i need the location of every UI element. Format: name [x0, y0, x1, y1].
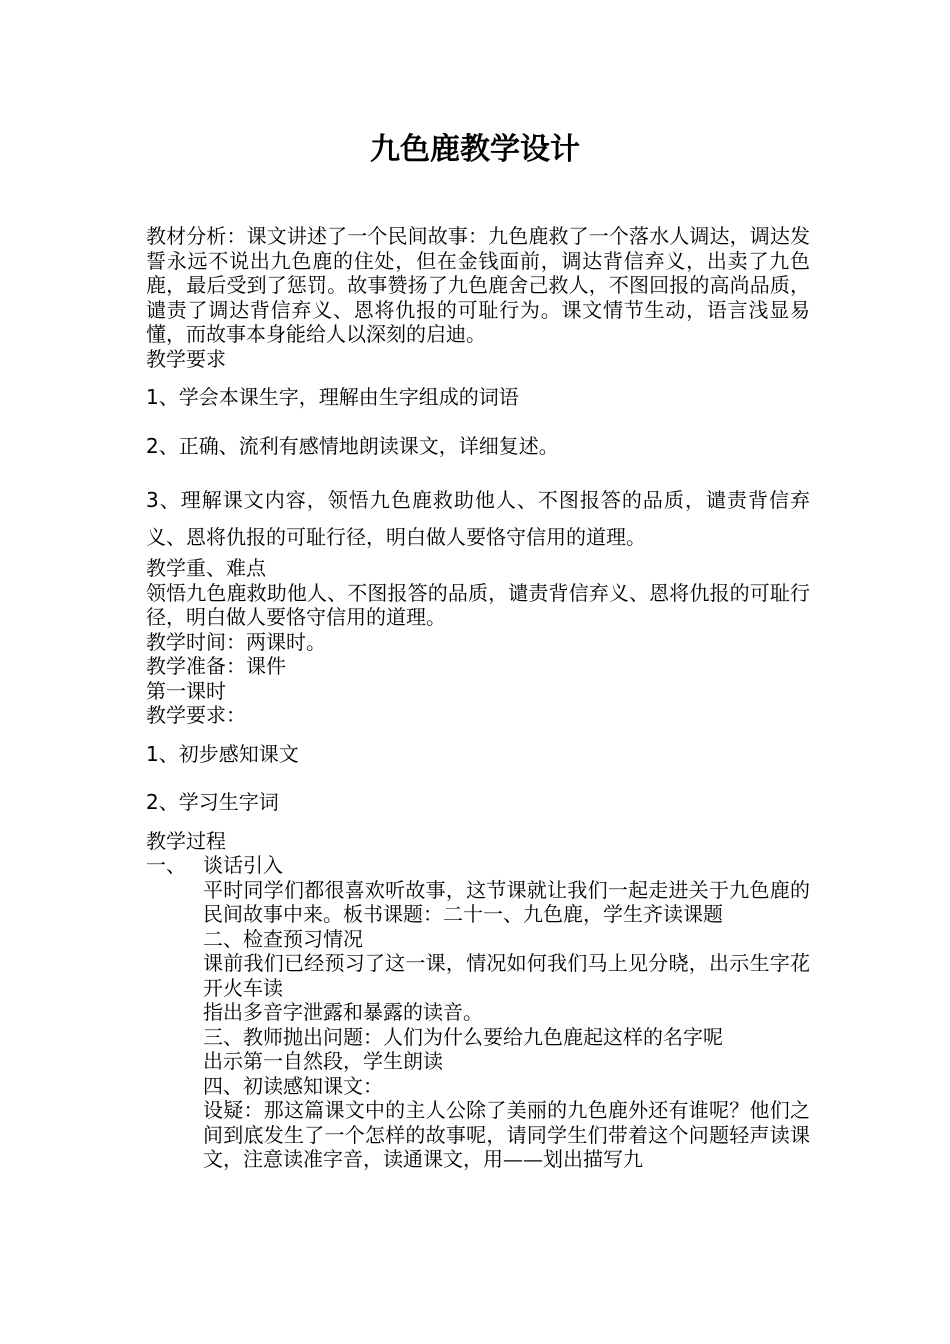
- teaching-requirements-heading: 教学要求: [146, 346, 226, 371]
- requirement-item-1: 1、学会本课生字，理解由生字组成的词语: [146, 385, 519, 409]
- teaching-process-heading: 教学过程: [146, 828, 226, 853]
- document-body: [146, 224, 810, 1172]
- step-two-title: 二、检查预习情况: [203, 926, 363, 951]
- requirement-item-2: 2、正确、流利有感情地朗读课文，详细复述。: [146, 433, 559, 458]
- key-points-heading: 教学重、难点: [146, 556, 266, 580]
- material-analysis: 教材分析：课文讲述了一个民间故事：九色鹿救了一个落水人调达，调达发誓永远不说出九色鹿的住处，但在金钱面前，调达背信弃义，出卖了九色鹿，最后受到了惩罚。故事赞扬了九色鹿舍己救人，不图回报的高尚品质，谴责了调达背信弃义、恩将仇报的可耻行为。课文情节生动，语言浅显易懂，而故事本身能给人以深刻的启迪。: [146, 224, 810, 346]
- document-title: 九色鹿教学设计: [370, 132, 580, 167]
- teaching-preparation: 教学准备：课件: [146, 654, 286, 678]
- step-one-heading: [146, 853, 810, 878]
- step-one-marker: 一、: [146, 853, 186, 877]
- lesson-one-heading: 第一课时: [146, 678, 226, 703]
- step-one-text: 平时同学们都很喜欢听故事，这节课就让我们一起走进关于九色鹿的民间故事中来。板书课题：二十一、九色鹿，学生齐读课题: [203, 877, 810, 926]
- step-three-title: 三、教师抛出问题：人们为什么要给九色鹿起这样的名字呢: [203, 1024, 723, 1049]
- lesson-one-item-1: 1、初步感知课文: [146, 741, 299, 766]
- step-two-text-1: 课前我们已经预习了这一课，情况如何我们马上见分晓，出示生字花开火车读: [203, 951, 810, 1000]
- key-points-text: 领悟九色鹿救助他人、不图报答的品质，谴责背信弃义、恩将仇报的可耻行径，明白做人要恪守信用的道理。: [146, 580, 810, 629]
- step-four-text: 设疑：那这篇课文中的主人公除了美丽的九色鹿外还有谁呢？他们之间到底发生了一个怎样的故事呢，请同学生们带着这个问题轻声读课文，注意读准字音，读通课文，用——划出描写九: [203, 1098, 810, 1171]
- lesson-one-requirements-heading: 教学要求：: [146, 703, 246, 727]
- step-two-text-2: 指出多音字泄露和暴露的读音。: [203, 1000, 483, 1024]
- step-four-title: 四、初读感知课文：: [203, 1073, 383, 1098]
- step-three-text: 出示第一自然段，学生朗读: [203, 1049, 443, 1073]
- requirement-item-3: 3、理解课文内容，领悟九色鹿救助他人、不图报答的品质，谴责背信弃义、恩将仇报的可耻行径，明白做人要恪守信用的道理。: [146, 488, 810, 549]
- teaching-time: 教学时间：两课时。: [146, 629, 326, 654]
- step-one-title: 谈话引入: [203, 853, 283, 877]
- lesson-one-item-2: 2、学习生字词: [146, 790, 279, 814]
